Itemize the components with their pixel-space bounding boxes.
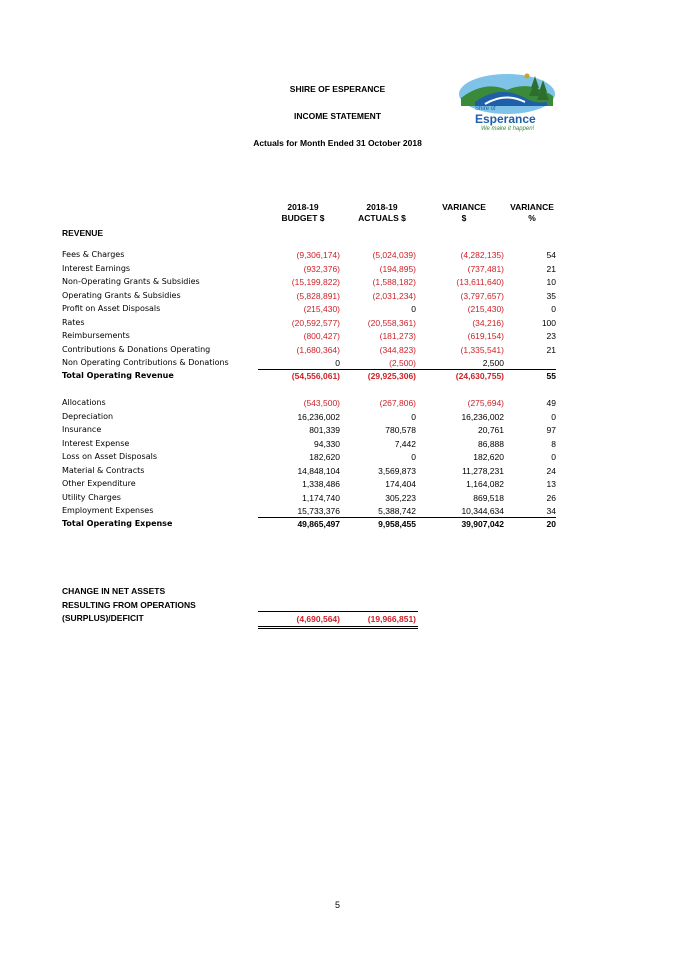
cell-pct: 55 — [546, 371, 556, 381]
cell-var: (1,335,541) — [460, 344, 504, 355]
logo-line1: Shire of — [475, 106, 496, 112]
cell-budget: (800,427) — [303, 331, 340, 341]
cell-actual: (181,273) — [379, 331, 416, 341]
cell-var: 20,761 — [478, 425, 504, 435]
cell-pct: 8 — [551, 438, 556, 449]
cell-pct: 24 — [546, 465, 556, 476]
net-assets-line1: CHANGE IN NET ASSETS — [62, 586, 166, 596]
net-assets-line2: RESULTING FROM OPERATIONS — [62, 600, 196, 610]
col-head-actual — [342, 202, 422, 224]
cell-pct: 21 — [546, 263, 556, 274]
page-number: 5 — [334, 900, 340, 910]
cell-var: (34,216) — [472, 317, 504, 328]
cell-actual: (2,031,234) — [372, 290, 416, 301]
cell-budget: (543,500) — [303, 398, 340, 408]
cell-var: (215,430) — [467, 304, 504, 314]
col-head-variance — [424, 202, 504, 224]
cell-budget: 0 — [335, 358, 340, 368]
cell-actual: 305,223 — [385, 492, 416, 503]
net-top-line — [258, 611, 418, 612]
cell-budget: (54,556,061) — [291, 371, 340, 381]
row-label: Utility Charges — [62, 492, 121, 502]
row-label: Interest Earnings — [62, 263, 131, 273]
cell-budget: (20,592,577) — [291, 317, 340, 328]
col-head-variance-pct — [500, 202, 564, 224]
expense-total-divider — [258, 517, 556, 518]
col-head-variance-pct-line2: % — [528, 213, 536, 223]
cell-var: 869,518 — [473, 492, 504, 503]
cell-budget: (15,199,822) — [291, 277, 340, 287]
cell-var: 182,620 — [473, 452, 504, 462]
cell-actual: 5,388,742 — [378, 506, 416, 516]
cell-budget: 801,339 — [309, 425, 340, 435]
cell-var: 10,344,634 — [461, 506, 504, 516]
cell-actual: (20,558,361) — [367, 317, 416, 328]
cell-pct: 23 — [546, 331, 556, 341]
cell-actual: (344,823) — [379, 344, 416, 355]
row-label: Non-Operating Grants & Subsidies — [62, 277, 200, 286]
cell-pct: 0 — [551, 411, 556, 422]
net-actual-value: (19,966,851) — [367, 614, 416, 624]
cell-var: (3,797,657) — [460, 290, 504, 301]
net-double-line-1 — [258, 626, 418, 627]
statement-period: Actuals for Month Ended 31 October 2018 — [253, 138, 422, 148]
cell-budget: 14,848,104 — [297, 465, 340, 476]
row-label: Total Operating Revenue — [62, 371, 174, 380]
cell-pct: 21 — [546, 344, 556, 355]
cell-budget: 16,236,002 — [297, 411, 340, 422]
col-head-actual-line1: 2018-19 — [366, 202, 398, 212]
cell-budget: 94,330 — [314, 438, 340, 449]
revenue-heading: REVENUE — [62, 228, 104, 238]
cell-var: (275,694) — [467, 398, 504, 408]
cell-budget: (215,430) — [303, 304, 340, 314]
cell-actual: (267,806) — [379, 398, 416, 408]
row-label: Reimbursements — [62, 331, 130, 340]
cell-pct: 13 — [546, 479, 556, 489]
net-budget-value: (4,690,564) — [296, 614, 340, 624]
row-label: Non Operating Contributions & Donations — [62, 358, 229, 367]
row-label: Profit on Asset Disposals — [62, 304, 161, 313]
cell-actual: (194,895) — [379, 263, 416, 274]
row-label: Insurance — [62, 425, 102, 434]
cell-pct: 100 — [541, 317, 556, 328]
cell-budget: 1,174,740 — [302, 492, 340, 503]
cell-pct: 26 — [546, 492, 556, 503]
row-label: Rates — [62, 317, 85, 327]
cell-var: (24,630,755) — [455, 371, 504, 381]
cell-var: (619,154) — [467, 331, 504, 341]
col-head-budget — [262, 202, 344, 224]
cell-actual: (1,588,182) — [372, 277, 416, 287]
cell-actual: 780,578 — [385, 425, 416, 435]
col-head-actual-line2: ACTUALS $ — [358, 213, 406, 223]
net-double-line-2 — [258, 628, 418, 629]
cell-actual: 174,404 — [385, 479, 416, 489]
cell-var: (4,282,135) — [460, 250, 504, 260]
cell-var: 11,278,231 — [462, 465, 504, 476]
cell-pct: 0 — [551, 452, 556, 462]
col-head-variance-line1: VARIANCE — [442, 202, 486, 212]
logo-tagline: We make it happen! — [481, 126, 535, 132]
cell-var: 39,907,042 — [461, 519, 504, 529]
statement-title: INCOME STATEMENT — [293, 111, 382, 121]
cell-pct: 35 — [546, 290, 556, 301]
cell-actual: 0 — [411, 452, 416, 462]
cell-actual: (2,500) — [389, 358, 416, 368]
col-head-budget-line2: BUDGET $ — [281, 213, 325, 223]
revenue-total-divider — [258, 369, 556, 370]
row-label: Employment Expenses — [62, 506, 154, 515]
cell-actual: 0 — [411, 304, 416, 314]
cell-actual: 3,569,873 — [378, 465, 416, 476]
shire-logo — [455, 72, 559, 134]
col-head-variance-line2: $ — [461, 213, 467, 223]
row-label: Depreciation — [62, 411, 114, 421]
cell-pct: 97 — [546, 425, 556, 435]
cell-budget: 1,338,486 — [302, 479, 340, 489]
row-label: Loss on Asset Disposals — [62, 452, 157, 461]
cell-var: 16,236,002 — [461, 411, 504, 422]
cell-budget: (5,828,891) — [296, 290, 340, 301]
net-assets-line3: (SURPLUS)/DEFICIT — [62, 613, 144, 623]
cell-budget: (932,376) — [303, 263, 340, 274]
cell-var: 86,888 — [478, 438, 504, 449]
logo-line2: Esperance — [475, 112, 536, 126]
col-head-variance-pct-line1: VARIANCE — [510, 202, 554, 212]
cell-pct: 54 — [546, 250, 556, 260]
row-label: Interest Expense — [62, 438, 130, 448]
cell-budget: (1,680,364) — [296, 344, 340, 355]
cell-pct: 49 — [546, 398, 556, 408]
cell-var: 2,500 — [482, 358, 504, 368]
row-label: Material & Contracts — [62, 465, 145, 475]
row-label: Other Expenditure — [62, 479, 136, 488]
cell-actual: (5,024,039) — [372, 250, 416, 260]
cell-var: 1,164,082 — [466, 479, 504, 489]
cell-actual: 7,442 — [394, 438, 416, 449]
cell-pct: 34 — [546, 506, 556, 516]
cell-var: (13,611,640) — [456, 277, 504, 287]
cell-actual: 0 — [411, 411, 416, 422]
cell-budget: 182,620 — [309, 452, 340, 462]
row-label: Allocations — [62, 398, 106, 407]
org-name: SHIRE OF ESPERANCE — [289, 84, 386, 94]
col-head-budget-line1: 2018-19 — [287, 202, 319, 212]
cell-var: (737,481) — [467, 263, 504, 274]
cell-budget: 15,733,376 — [297, 506, 340, 516]
cell-actual: 9,958,455 — [378, 519, 416, 529]
row-label: Operating Grants & Subsidies — [62, 290, 181, 300]
cell-actual: (29,925,306) — [367, 371, 416, 381]
row-label: Total Operating Expense — [62, 519, 173, 528]
cell-pct: 0 — [551, 304, 556, 314]
cell-budget: 49,865,497 — [297, 519, 340, 529]
row-label: Fees & Charges — [62, 250, 125, 259]
cell-budget: (9,306,174) — [296, 250, 340, 260]
cell-pct: 20 — [546, 519, 556, 529]
row-label: Contributions & Donations Operating — [62, 344, 211, 354]
cell-pct: 10 — [546, 277, 556, 287]
